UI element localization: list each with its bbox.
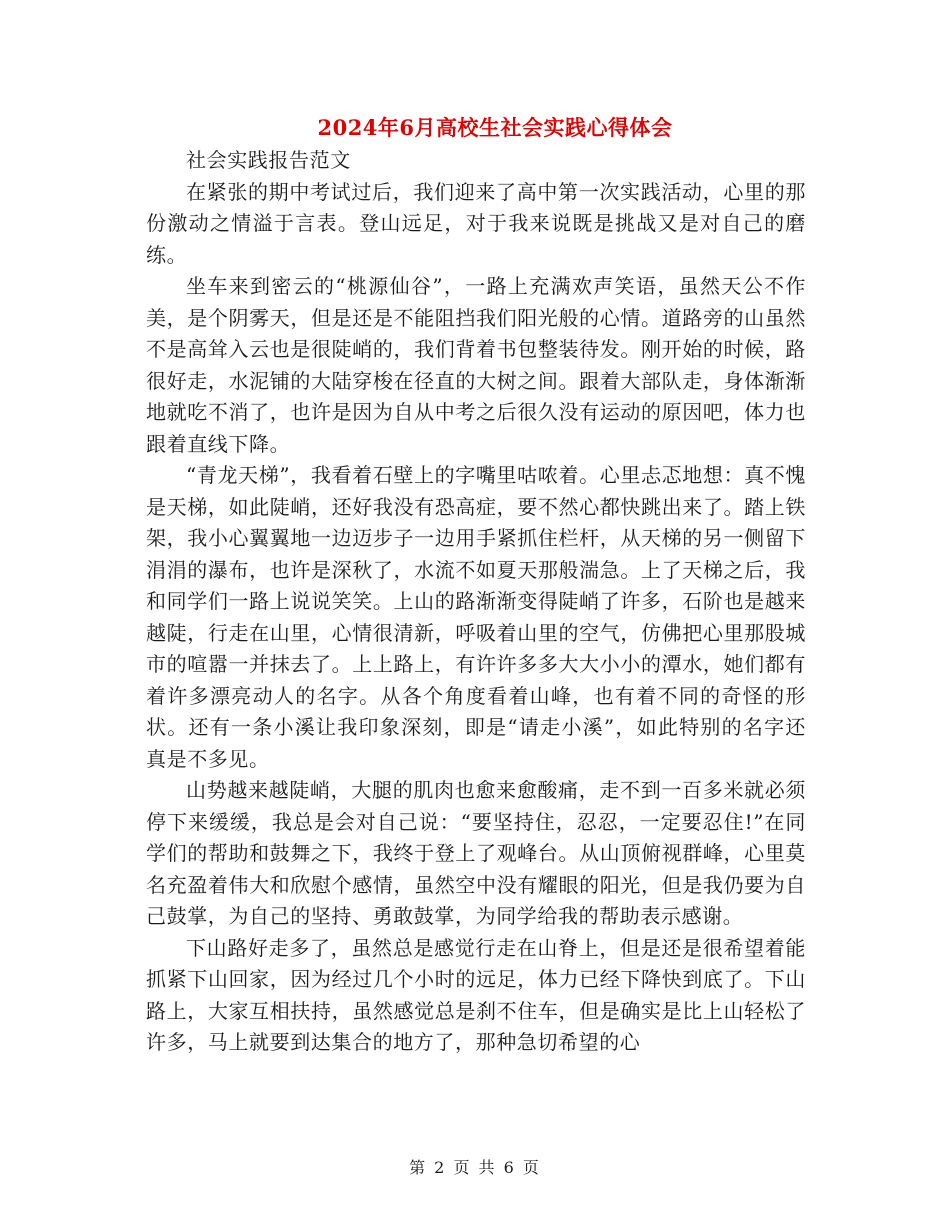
paragraph-5: 下山路好走多了，虽然总是感觉行走在山脊上，但是还是很希望着能抓紧下山回家，因为经过几个小时的远足，体力已经下降快到底了。下山路上，大家互相扶持，虽然感觉总是刹不住车，但是确实是比上山轻松了许多，马上就要到达集合的地方了，那种急切希望的心 (146, 935, 806, 1054)
document-body (146, 145, 806, 1059)
paragraph-4: 山势越来越陡峭，大腿的肌肉也愈来愈酸痛，走不到一百多米就必须停下来缓缓，我总是会对自己说：“要坚持住，忍忍，一定要忍住!”在同学们的帮助和鼓舞之下，我终于登上了观峰台。从山顶俯视群峰，心里莫名充盈着伟大和欣慰个感情，虽然空中没有耀眼的阳光，但是我仍要为自己鼓掌，为自己的坚持、勇敢鼓掌，为同学给我的帮助表示感谢。 (146, 778, 806, 928)
document-subtitle: 社会实践报告范文 (186, 148, 351, 172)
paragraph-3: “青龙天梯”，我看着石壁上的字嘴里咕哝着。心里忐忑地想：真不愧是天梯，如此陡峭，还好我没有恐高症，要不然心都快跳出来了。踏上铁架，我小心翼翼地一边迈步子一边用手紧抓住栏杆，从天梯的另一侧留下涓涓的瀑布，也许是深秋了，水流不如夏天那般湍急。上了天梯之后，我和同学们一路上说说笑笑。上山的路渐渐变得陡峭了许多，石阶也是越来越陡，行走在山里，心情很清新，呼吸着山里的空气，仿佛把心里那股城市的喧嚣一并抹去了。上上路上，有许许多多大大小小的潭水，她们都有着许多漂亮动人的名字。从各个角度看着山峰，也有着不同的奇怪的形状。还有一条小溪让我印象深刻，即是“请走小溪”，如此特别的名字还真是不多见。 (146, 463, 806, 771)
document-title: 2024年6月高校生社会实践心得体会 (317, 115, 673, 140)
paragraph-2: 坐车来到密云的“桃源仙谷”，一路上充满欢声笑语，虽然天公不作美，是个阴雾天，但是还是不能阻挡我们阳光般的心情。道路旁的山虽然不是高耸入云也是很陡峭的，我们背着书包整装待发。刚开始的时候，路很好走，水泥铺的大陆穿梭在径直的大树之间。跟着大部队走，身体渐渐地就吃不消了，也许是因为自从中考之后很久没有运动的原因吧，体力也跟着直线下降。 (146, 274, 806, 456)
paragraph-1: 在紧张的期中考试过后，我们迎来了高中第一次实践活动，心里的那份激动之情溢于言表。登山远足，对于我来说既是挑战又是对自己的磨练。 (146, 179, 806, 267)
page-number-footer: 第 2 页 共 6 页 (409, 1158, 541, 1177)
